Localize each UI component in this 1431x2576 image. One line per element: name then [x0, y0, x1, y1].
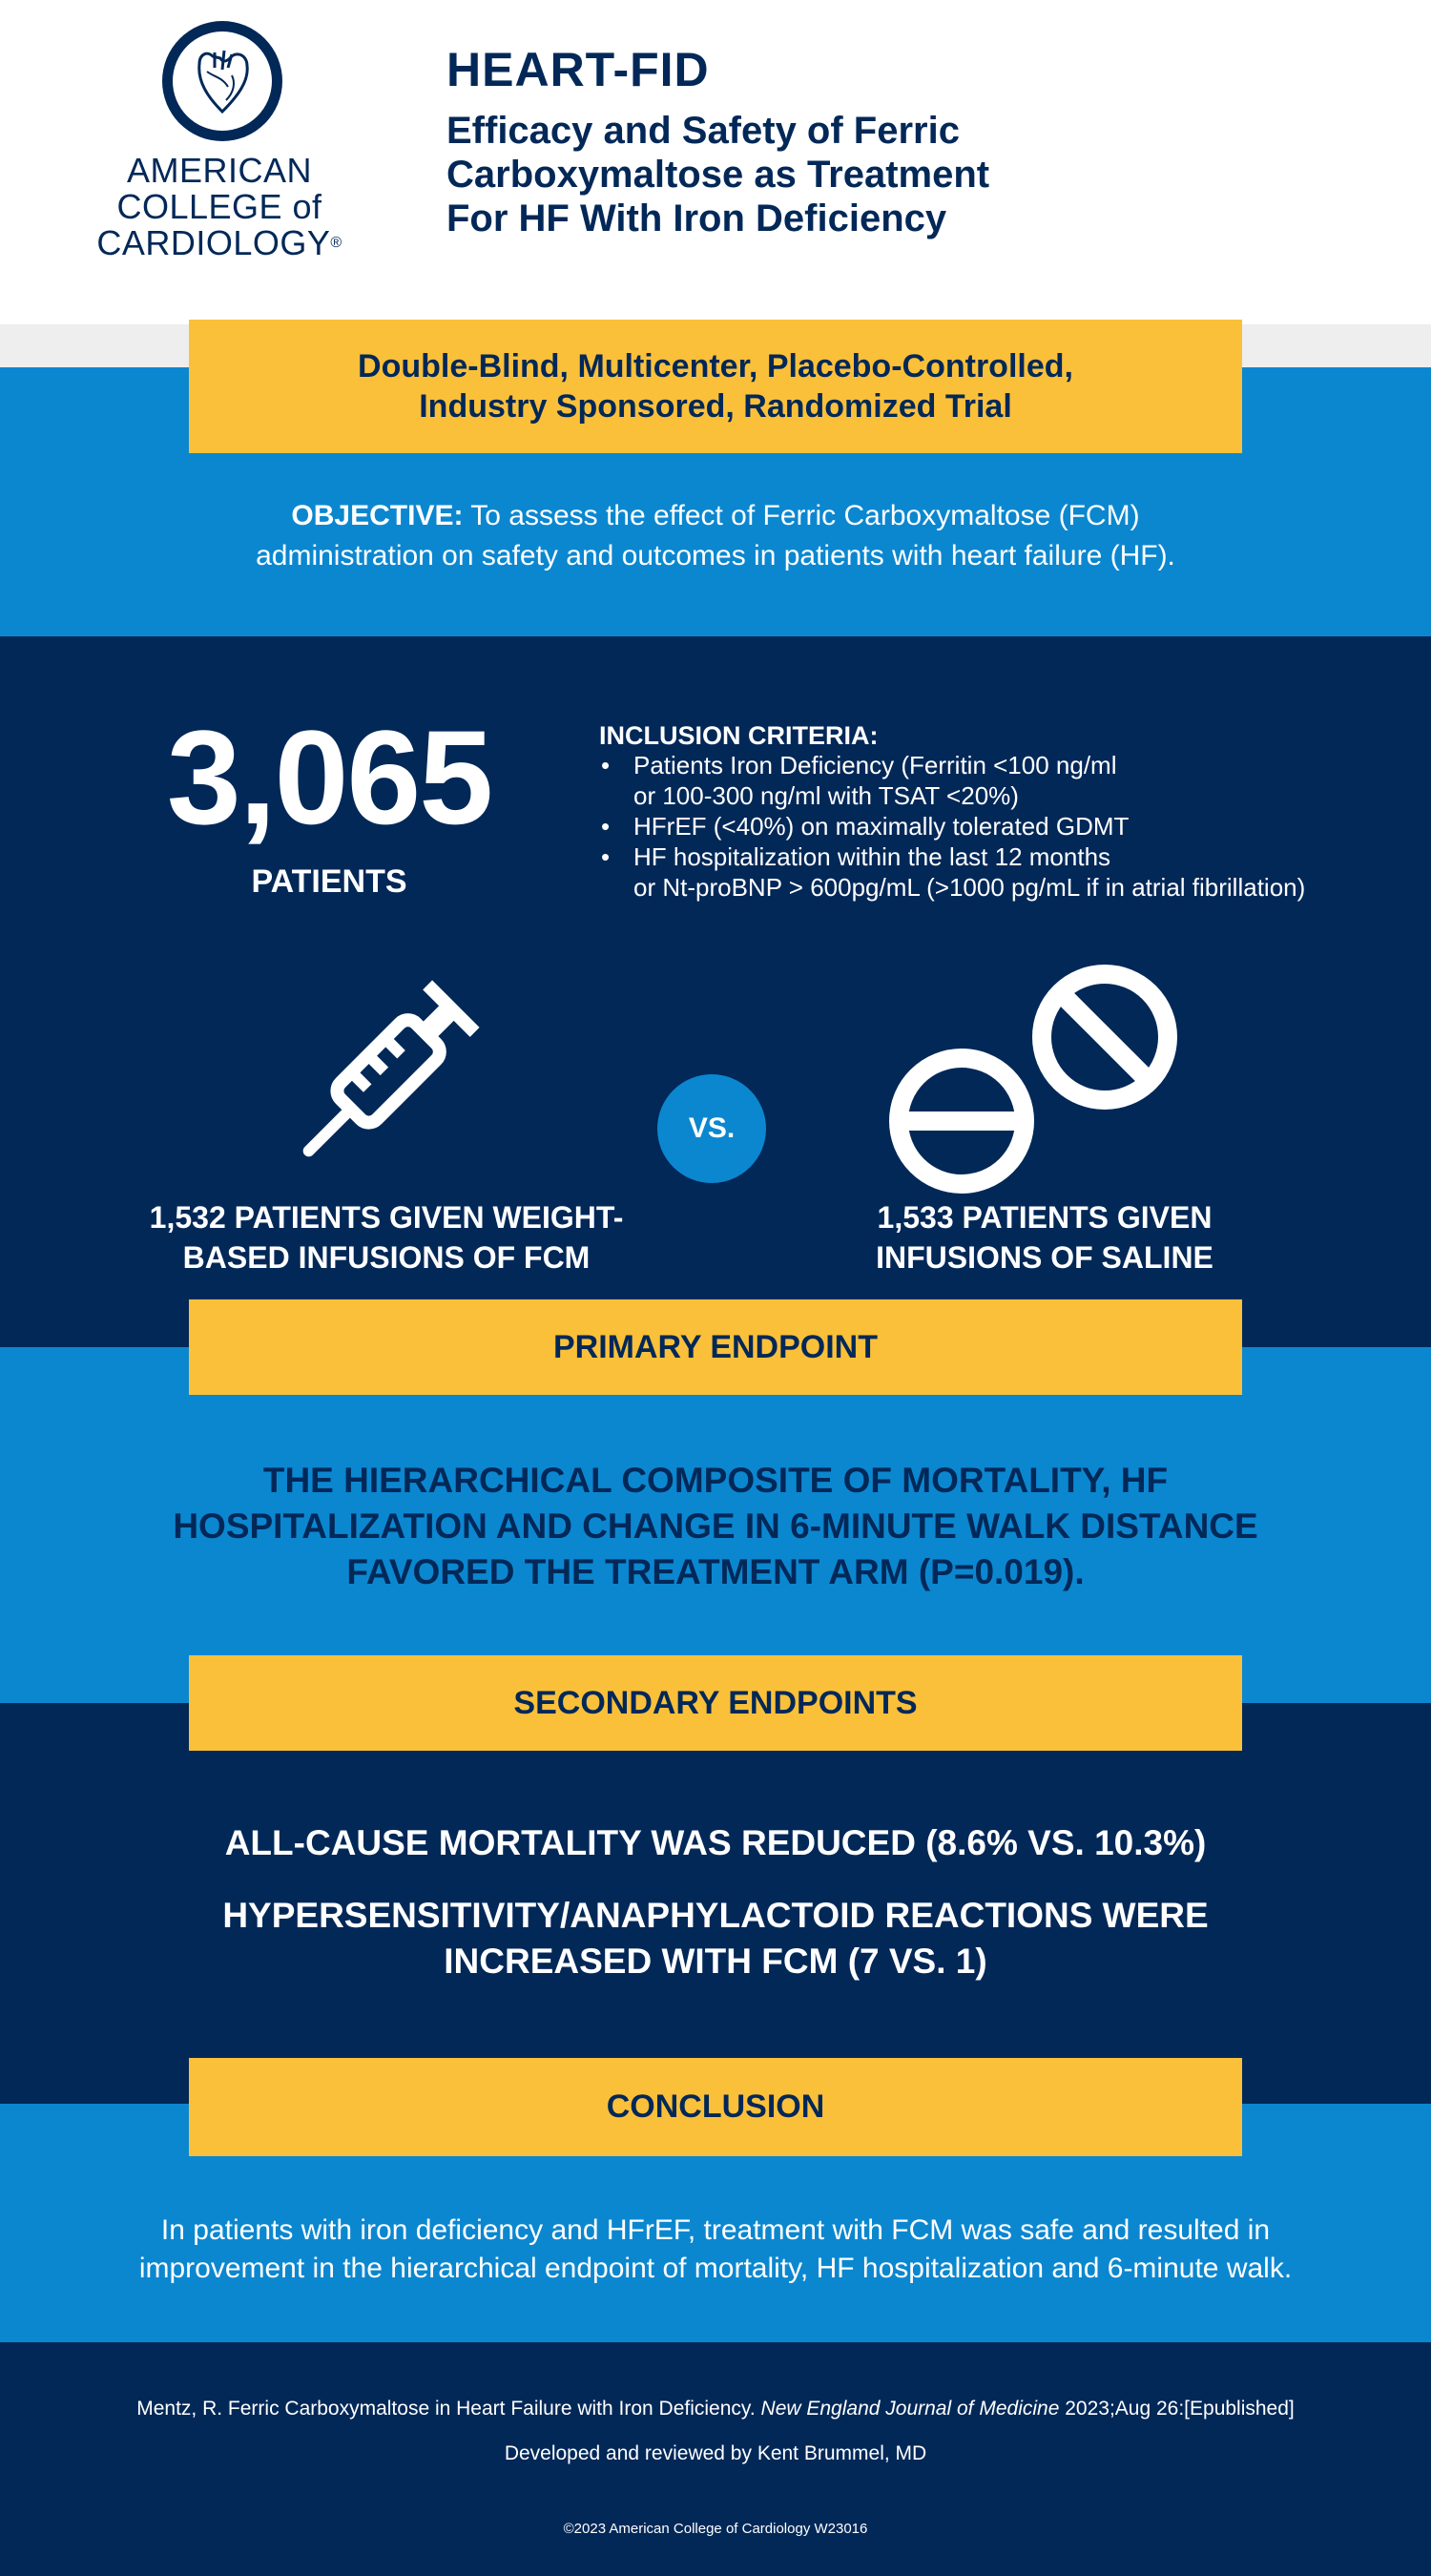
secondary-endpoints-heading: SECONDARY ENDPOINTS: [189, 1655, 1242, 1751]
primary-result-line-2: HOSPITALIZATION AND CHANGE IN 6-MINUTE WALK DISTANCE: [173, 1506, 1258, 1546]
trial-design-line-1: Double-Blind, Multicenter, Placebo-Controlled,: [358, 348, 1073, 384]
copyright: ©2023 American College of Cardiology W23016: [563, 2521, 868, 2537]
patient-count-label: PATIENTS: [251, 863, 407, 900]
acc-logo-wordmark: [57, 153, 382, 261]
vs-badge: VS.: [657, 1074, 766, 1183]
anatomical-heart-icon: [194, 49, 253, 115]
placebo-arm-line-2: INFUSIONS OF SALINE: [876, 1240, 1213, 1275]
inclusion-criteria-title: INCLUSION CRITERIA:: [599, 721, 879, 750]
registered-mark: ®: [330, 235, 342, 251]
conclusion-line-1: In patients with iron deficiency and HFrEF, treatment with FCM was safe and resulted in: [160, 2214, 1271, 2246]
conclusion-heading: CONCLUSION: [189, 2058, 1242, 2156]
subtitle-line-1: Efficacy and Safety of Ferric: [446, 110, 960, 152]
placebo-arm-label: [806, 1197, 1283, 1278]
logo-line-3: CARDIOLOGY®: [96, 223, 342, 262]
logo-line-1: AMERICAN: [126, 151, 313, 190]
list-item: • HF hospitalization within the last 12 months or Nt-proBNP > 600pg/mL (>1000 pg/mL if in atrial fibrillation): [599, 841, 1420, 903]
header: [0, 0, 1431, 324]
study-subtitle: [446, 109, 1305, 240]
primary-endpoint-heading: PRIMARY ENDPOINT: [189, 1299, 1242, 1395]
developer-credit: Developed and reviewed by Kent Brummel, MD: [504, 2442, 927, 2464]
treatment-arm-line-2: BASED INFUSIONS OF FCM: [182, 1240, 591, 1275]
heart-seal-icon: [162, 21, 282, 141]
placebo-arm-line-1: 1,533 PATIENTS GIVEN: [877, 1200, 1213, 1235]
citation-author: Mentz, R. Ferric Carboxymaltose in Heart Failure with Iron Deficiency.: [136, 2398, 761, 2420]
trial-design-line-2: Industry Sponsored, Randomized Trial: [419, 388, 1012, 425]
treatment-arm-label: [100, 1197, 673, 1278]
primary-result-line-1: THE HIERARCHICAL COMPOSITE OF MORTALITY, HF: [262, 1461, 1169, 1500]
subtitle-line-2: Carboxymaltose as Treatment: [446, 154, 990, 196]
treatment-arm-line-1: 1,532 PATIENTS GIVEN WEIGHT-: [149, 1200, 624, 1235]
citation-tail: 2023;Aug 26:[Epublished]: [1059, 2398, 1295, 2420]
objective-label: OBJECTIVE:: [291, 500, 464, 531]
list-item: • Patients Iron Deficiency (Ferritin <100 ng/ml or 100-300 ng/ml with TSAT <20%): [599, 750, 1420, 811]
objective-line-2: administration on safety and outcomes in patients with heart failure (HF).: [256, 540, 1175, 571]
study-title: HEART-FID: [446, 43, 710, 96]
list-item: • HFrEF (<40%) on maximally tolerated GDMT: [599, 811, 1420, 841]
patient-count: 3,065: [166, 702, 492, 852]
citation-journal: New England Journal of Medicine: [760, 2398, 1060, 2420]
secondary-result-2-line-1: HYPERSENSITIVITY/ANAPHYLACTOID REACTIONS WERE: [222, 1896, 1209, 1935]
syringe-icon: [267, 964, 506, 1183]
secondary-result-mortality: ALL-CAUSE MORTALITY WAS REDUCED (8.6% VS. 10.3%): [224, 1823, 1207, 1862]
primary-result-line-3: FAVORED THE TREATMENT ARM (P=0.019).: [346, 1552, 1085, 1591]
secondary-result-hypersensitivity: [76, 1893, 1355, 1984]
subtitle-line-3: For HF With Iron Deficiency: [446, 197, 947, 239]
secondary-result-2-line-2: INCREASED WITH FCM (7 VS. 1): [444, 1942, 987, 1981]
citation: [0, 2398, 1431, 2420]
conclusion-line-2: improvement in the hierarchical endpoint of mortality, HF hospitalization and 6-minute walk.: [138, 2253, 1293, 2284]
logo-line-2: COLLEGE of: [116, 187, 322, 226]
inclusion-criteria-list: [599, 750, 1420, 903]
conclusion-text: [57, 2212, 1374, 2288]
pill-icon: [887, 959, 1183, 1197]
objective-line-1: To assess the effect of Ferric Carboxymaltose (FCM): [463, 500, 1140, 531]
trial-design-box: [189, 320, 1242, 453]
primary-endpoint-result: [76, 1458, 1355, 1595]
objective-text: [95, 496, 1336, 576]
